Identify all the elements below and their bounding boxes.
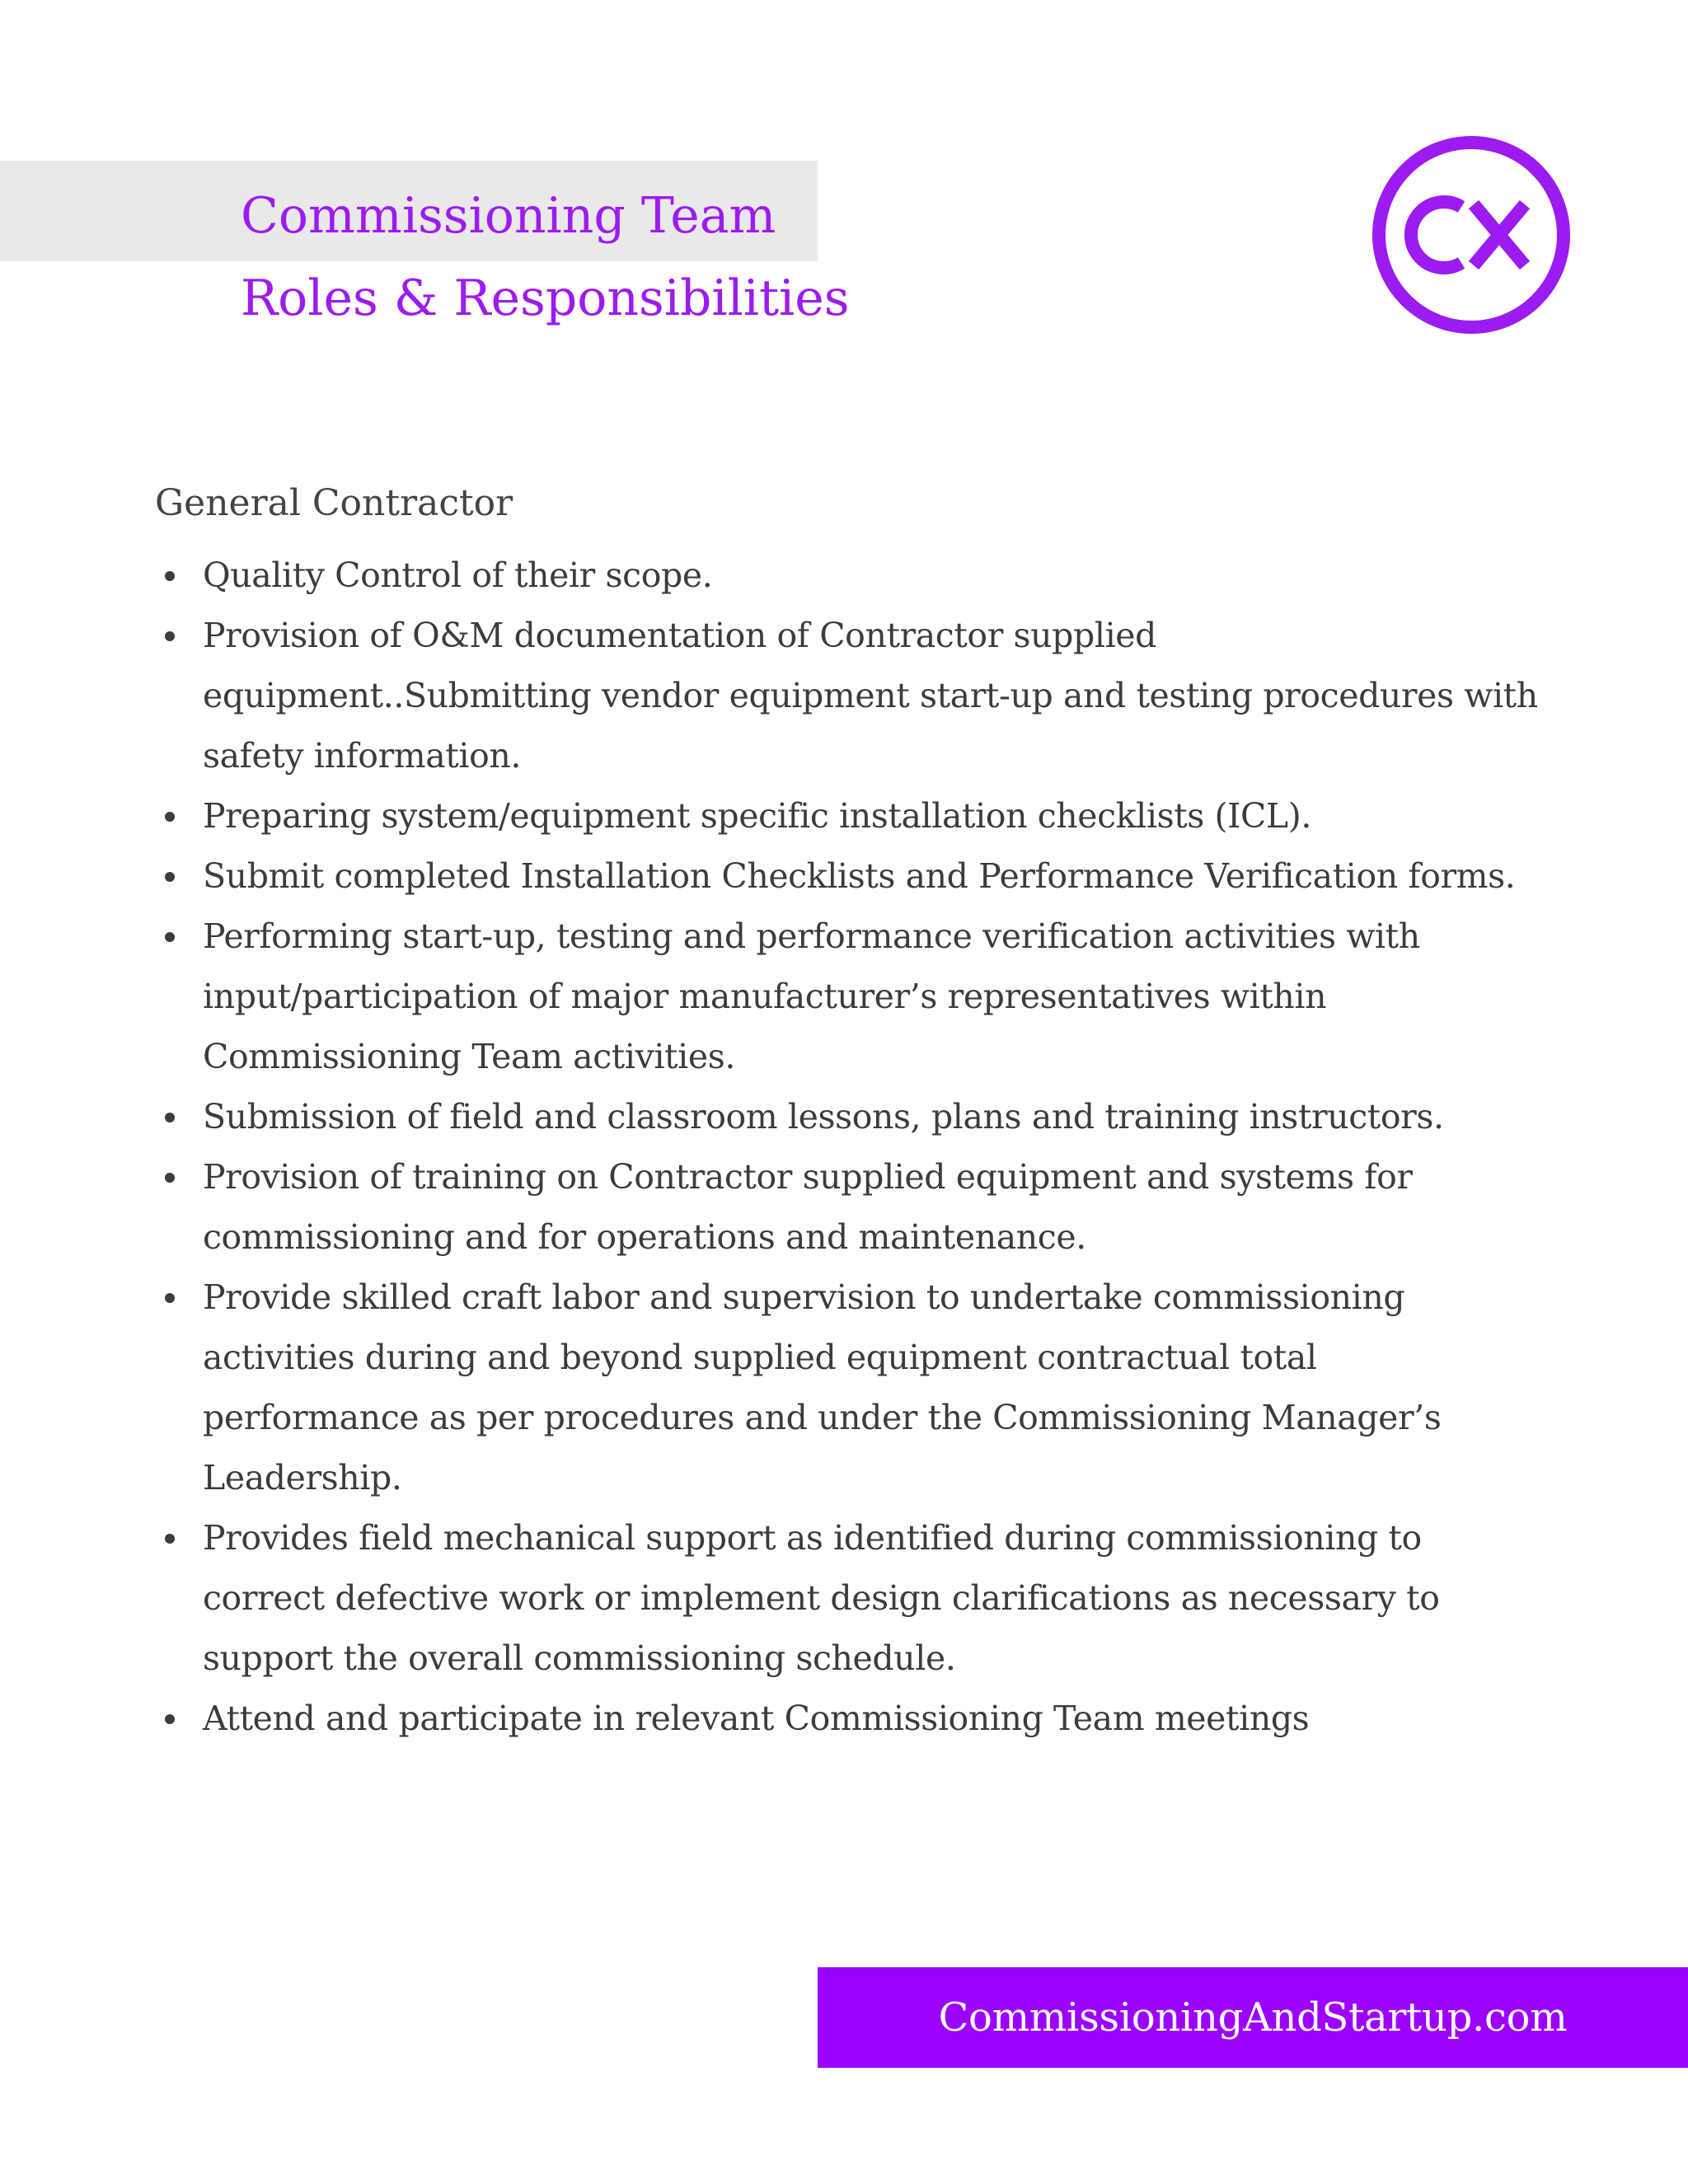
list-item bbox=[155, 786, 1540, 846]
bullet-icon bbox=[165, 1113, 175, 1122]
bullet-icon bbox=[165, 872, 175, 882]
bullet-icon bbox=[165, 932, 175, 942]
list-item-text: Provides field mechanical support as identified during commissioning to correct defective work or implement design clarifications as necessary to support the overall commissioning schedule. bbox=[203, 1518, 1440, 1678]
bullet-icon bbox=[165, 1173, 175, 1183]
list-item-text: Performing start-up, testing and performance verification activities with input/participation of major manufacturer’s representatives within Commissioning Team activities. bbox=[203, 916, 1420, 1076]
list-item bbox=[155, 1087, 1540, 1147]
list-item bbox=[155, 1268, 1540, 1508]
bullet-icon bbox=[165, 571, 175, 581]
cx-circle-logo-icon bbox=[1368, 132, 1574, 338]
list-item bbox=[155, 907, 1540, 1087]
list-item-text: Submit completed Installation Checklists and Performance Verification forms. bbox=[203, 856, 1516, 896]
bullet-icon bbox=[165, 631, 175, 641]
bullet-icon bbox=[165, 812, 175, 822]
footer-band bbox=[818, 1967, 1688, 2068]
content bbox=[155, 476, 1540, 1749]
list-item bbox=[155, 546, 1540, 606]
list-item bbox=[155, 1508, 1540, 1689]
page-title bbox=[241, 175, 850, 340]
bullet-icon bbox=[165, 1293, 175, 1303]
section-heading: General Contractor bbox=[155, 482, 513, 524]
list-item-text: Provision of training on Contractor supplied equipment and systems for commissioning and for operations and maintenance. bbox=[203, 1157, 1413, 1257]
page-title-line-2: Roles & Responsibilities bbox=[241, 269, 850, 327]
list-item-text: Quality Control of their scope. bbox=[203, 555, 713, 595]
list-item bbox=[155, 1689, 1540, 1749]
list-item-text: Preparing system/equipment specific installation checklists (ICL). bbox=[203, 796, 1311, 836]
list-item bbox=[155, 1147, 1540, 1268]
page-title-line-1: Commissioning Team bbox=[241, 187, 776, 245]
list-item bbox=[155, 846, 1540, 907]
bullet-icon bbox=[165, 1714, 175, 1724]
list-item-text: Provide skilled craft labor and supervision to undertake commissioning activities during and beyond supplied equipment contractual total performance as per procedures and under the Commissioning Manager’s Leadership. bbox=[203, 1277, 1442, 1497]
bullet-icon bbox=[165, 1534, 175, 1544]
list-item-text: Submission of field and classroom lessons, plans and training instructors. bbox=[203, 1097, 1444, 1137]
list-item bbox=[155, 606, 1540, 786]
list-item-text: Attend and participate in relevant Commissioning Team meetings bbox=[203, 1699, 1310, 1738]
responsibilities-list bbox=[155, 546, 1540, 1749]
list-item-text: Provision of O&M documentation of Contractor supplied equipment..Submitting vendor equipment start-up and testing procedures with safety information. bbox=[203, 616, 1538, 776]
footer-website-link[interactable]: CommissioningAndStartup.com bbox=[938, 1994, 1568, 2041]
